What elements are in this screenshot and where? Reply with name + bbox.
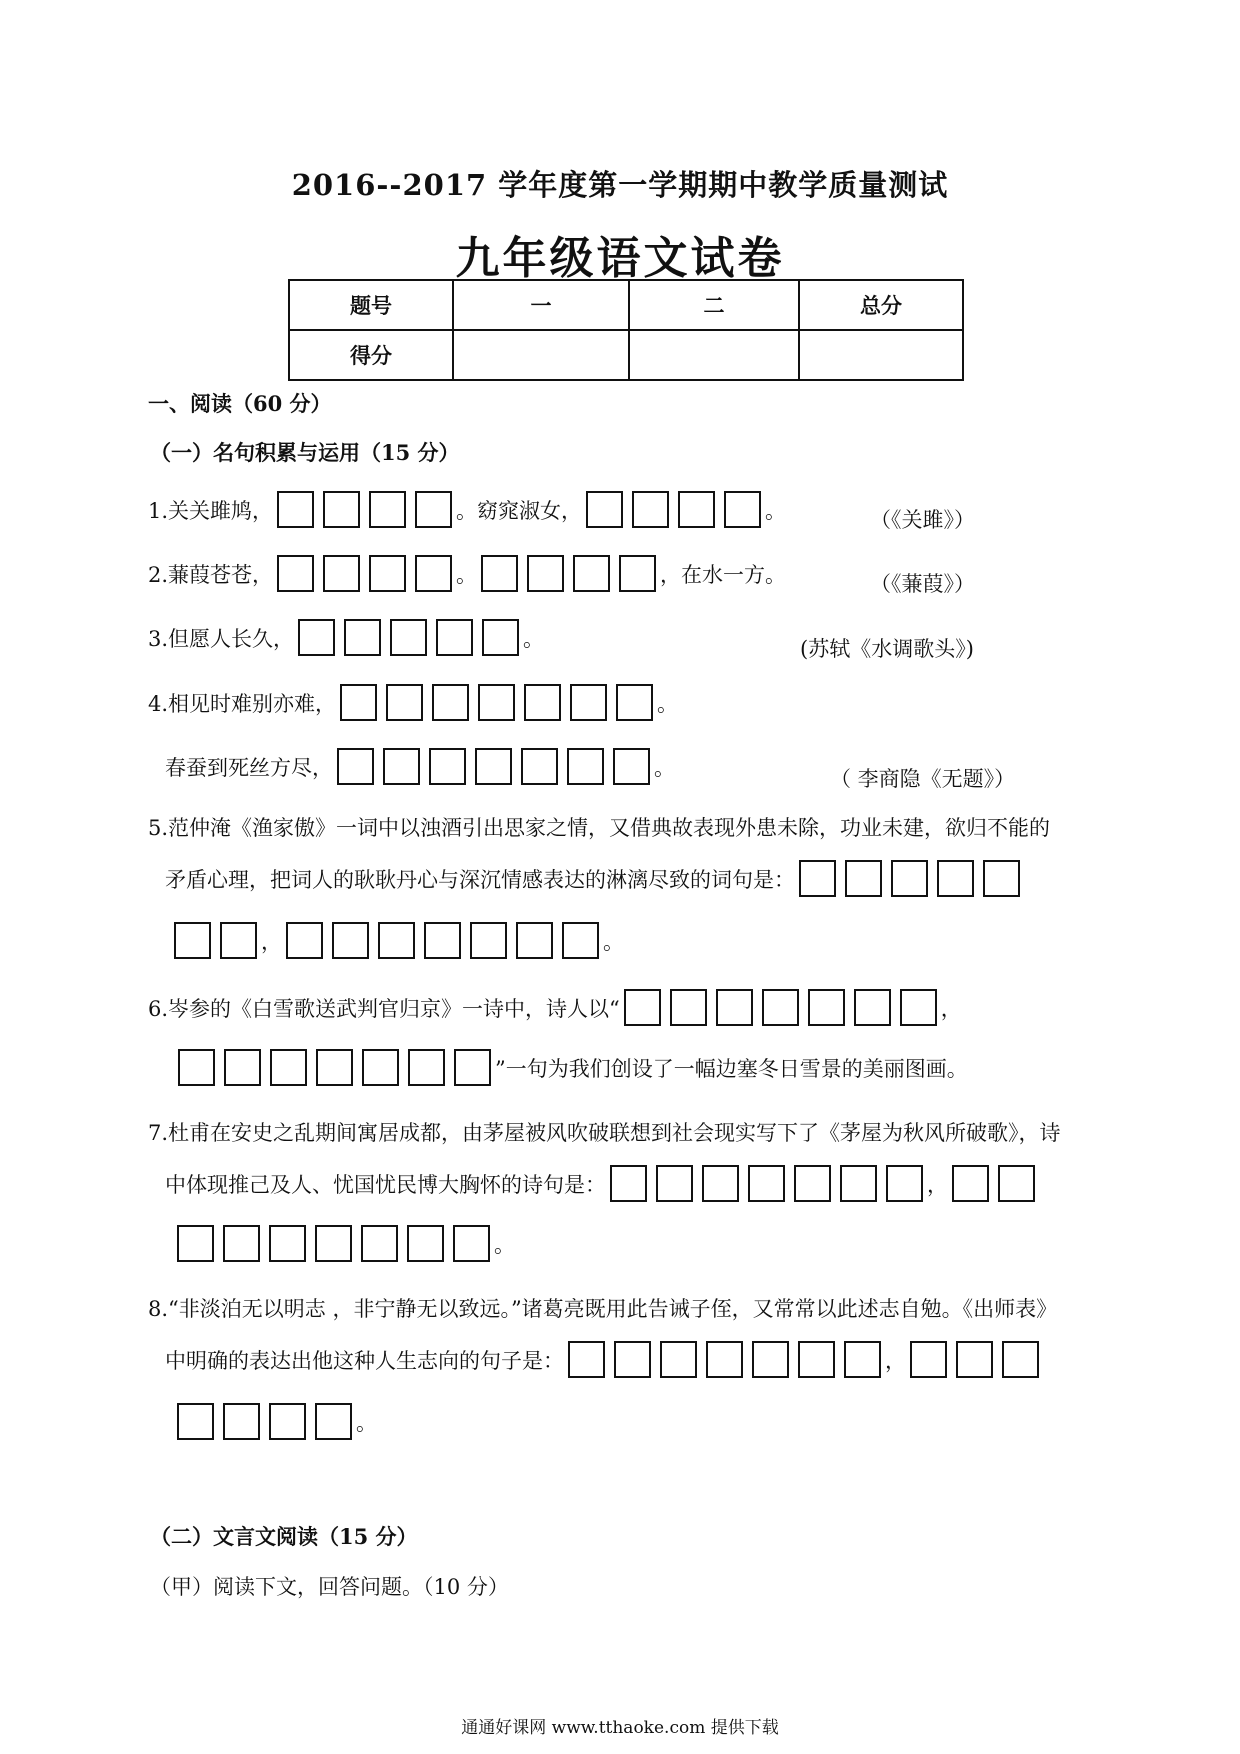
score-cell[interactable] (799, 330, 963, 380)
question-text: 。 (765, 498, 787, 523)
answer-box[interactable] (269, 1403, 306, 1440)
answer-box[interactable] (223, 1225, 260, 1262)
answer-box[interactable] (340, 684, 377, 721)
answer-box[interactable] (613, 748, 650, 785)
answer-box[interactable] (344, 619, 381, 656)
answer-box[interactable] (323, 555, 360, 592)
answer-box[interactable] (337, 748, 374, 785)
source-citation: （ 李商隐《无题》） (830, 767, 1016, 791)
answer-box[interactable] (706, 1341, 743, 1378)
answer-box[interactable] (415, 491, 452, 528)
part-heading: （二）文言文阅读（15 分） (150, 1524, 418, 1549)
answer-box[interactable] (453, 1225, 490, 1262)
section-heading: 一、阅读（60 分） (148, 391, 332, 416)
answer-box[interactable] (386, 684, 423, 721)
question-text: ”一句为我们创设了一幅边塞冬日雪景的美丽图画。 (495, 1056, 968, 1081)
question-text: 6.岑参的《白雪歌送武判官归京》一诗中，诗人以“ (148, 996, 620, 1021)
score-cell[interactable] (629, 330, 799, 380)
answer-box[interactable] (323, 491, 360, 528)
question-8-line-2 (165, 1341, 1043, 1378)
answer-box[interactable] (369, 555, 406, 592)
answer-box[interactable] (724, 491, 761, 528)
source-citation: （《蒹葭》） (870, 572, 975, 596)
question-4-line-1 (148, 684, 678, 721)
question-7-line-2 (165, 1165, 1039, 1202)
answer-box[interactable] (220, 922, 257, 959)
answer-box[interactable] (799, 860, 836, 897)
question-text: 。 (523, 626, 545, 651)
answer-box[interactable] (656, 1165, 693, 1202)
question-text: 2.蒹葭苍苍， (148, 562, 274, 587)
answer-box[interactable] (678, 491, 715, 528)
reading-instruction: （甲）阅读下文，回答问题。（10 分） (150, 1575, 509, 1599)
answer-box[interactable] (845, 860, 882, 897)
answer-box[interactable] (223, 1403, 260, 1440)
answer-box[interactable] (270, 1049, 307, 1086)
question-text: ， (940, 996, 962, 1021)
answer-box[interactable] (516, 922, 553, 959)
question-5-line-3 (174, 922, 624, 959)
answer-boxes[interactable] (286, 922, 599, 959)
answer-box[interactable] (475, 748, 512, 785)
answer-box[interactable] (383, 748, 420, 785)
question-text: 春蚕到死丝方尽， (165, 755, 333, 780)
table-cell: 题号 (289, 280, 453, 330)
answer-box[interactable] (670, 989, 707, 1026)
answer-box[interactable] (854, 989, 891, 1026)
question-8-text: 8.“非淡泊无以明志 ，非宁静无以致远。”诸葛亮既用此告诫子侄，又常常以此述志自勉。《出师表》 (148, 1297, 1058, 1321)
answer-box[interactable] (1002, 1341, 1039, 1378)
answer-box[interactable] (900, 989, 937, 1026)
question-2 (148, 555, 786, 592)
answer-box[interactable] (567, 748, 604, 785)
source-citation: (苏轼《水调歌头》) (800, 637, 974, 661)
answer-boxes[interactable] (799, 860, 1020, 897)
answer-box[interactable] (840, 1165, 877, 1202)
answer-box[interactable] (378, 922, 415, 959)
answer-box[interactable] (316, 1049, 353, 1086)
question-text: 中体现推己及人、忧国忧民博大胸怀的诗句是： (165, 1172, 606, 1197)
answer-box[interactable] (369, 491, 406, 528)
answer-box[interactable] (454, 1049, 491, 1086)
question-text: 。 (494, 1232, 515, 1257)
question-7-line-3 (177, 1225, 515, 1262)
answer-box[interactable] (983, 860, 1020, 897)
answer-box[interactable] (415, 555, 452, 592)
answer-box[interactable] (315, 1225, 352, 1262)
answer-box[interactable] (568, 1341, 605, 1378)
question-6-line-1 (148, 989, 962, 1026)
answer-boxes[interactable] (177, 1403, 352, 1440)
question-text: 。 (603, 929, 624, 954)
answer-box[interactable] (660, 1341, 697, 1378)
answer-box[interactable] (177, 1225, 214, 1262)
question-7-text: 7.杜甫在安史之乱期间寓居成都，由茅屋被风吹破联想到社会现实写下了《茅屋为秋风所破歌》，诗 (148, 1121, 1061, 1145)
source-citation: （《关雎》） (870, 508, 975, 532)
part-heading: （一）名句积累与运用（15 分） (150, 440, 460, 465)
answer-box[interactable] (362, 1049, 399, 1086)
answer-box[interactable] (332, 922, 369, 959)
answer-box[interactable] (432, 684, 469, 721)
question-4-line-2 (165, 748, 675, 785)
answer-boxes[interactable] (277, 555, 452, 592)
answer-box[interactable] (407, 1225, 444, 1262)
question-text: 。 (456, 562, 478, 587)
answer-box[interactable] (619, 555, 656, 592)
answer-box[interactable] (524, 684, 561, 721)
answer-box[interactable] (177, 1403, 214, 1440)
answer-box[interactable] (891, 860, 928, 897)
answer-box[interactable] (702, 1165, 739, 1202)
answer-box[interactable] (748, 1165, 785, 1202)
answer-box[interactable] (174, 922, 211, 959)
answer-box[interactable] (844, 1341, 881, 1378)
answer-box[interactable] (408, 1049, 445, 1086)
question-text: 中明确的表达出他这种人生志向的句子是： (165, 1348, 564, 1373)
answer-box[interactable] (286, 922, 323, 959)
question-5-line-2 (165, 860, 1024, 897)
question-6-line-2 (178, 1049, 968, 1086)
question-8-line-3 (177, 1403, 377, 1440)
exam-subtitle: 九年级语文试卷 (455, 233, 785, 284)
answer-box[interactable] (481, 555, 518, 592)
answer-box[interactable] (632, 491, 669, 528)
answer-box[interactable] (277, 491, 314, 528)
question-text: ， (885, 1348, 906, 1373)
question-text: 1.关关雎鸠， (148, 498, 274, 523)
answer-box[interactable] (478, 684, 515, 721)
answer-box[interactable] (429, 748, 466, 785)
answer-box[interactable] (886, 1165, 923, 1202)
question-1 (148, 491, 786, 528)
answer-box[interactable] (424, 922, 461, 959)
answer-box[interactable] (798, 1341, 835, 1378)
answer-box[interactable] (762, 989, 799, 1026)
answer-box[interactable] (436, 619, 473, 656)
table-cell: 一 (453, 280, 629, 330)
answer-box[interactable] (315, 1403, 352, 1440)
answer-boxes[interactable] (586, 491, 761, 528)
answer-boxes[interactable] (568, 1341, 881, 1378)
question-text: 3.但愿人长久， (148, 626, 295, 651)
question-text: 。 (657, 691, 679, 716)
footer-text: 通通好课网 www.tthaoke.com 提供下载 (461, 1718, 779, 1738)
answer-box[interactable] (610, 1165, 647, 1202)
answer-box[interactable] (998, 1165, 1035, 1202)
answer-box[interactable] (178, 1049, 215, 1086)
answer-box[interactable] (527, 555, 564, 592)
question-text: 。 (654, 755, 675, 780)
answer-box[interactable] (470, 922, 507, 959)
answer-boxes[interactable] (624, 989, 937, 1026)
answer-boxes[interactable] (952, 1165, 1035, 1202)
answer-box[interactable] (521, 748, 558, 785)
answer-box[interactable] (614, 1341, 651, 1378)
score-table (288, 279, 964, 381)
answer-box[interactable] (808, 989, 845, 1026)
answer-boxes[interactable] (298, 619, 519, 656)
score-cell[interactable] (453, 330, 629, 380)
question-text: 。 (356, 1410, 377, 1435)
answer-box[interactable] (956, 1341, 993, 1378)
answer-box[interactable] (390, 619, 427, 656)
answer-boxes[interactable] (340, 684, 653, 721)
answer-box[interactable] (624, 989, 661, 1026)
answer-box[interactable] (570, 684, 607, 721)
answer-box[interactable] (573, 555, 610, 592)
answer-box[interactable] (277, 555, 314, 592)
answer-boxes[interactable] (610, 1165, 923, 1202)
answer-box[interactable] (937, 860, 974, 897)
question-text: ， (927, 1172, 948, 1197)
answer-boxes[interactable] (910, 1341, 1039, 1378)
answer-box[interactable] (482, 619, 519, 656)
answer-box[interactable] (952, 1165, 989, 1202)
answer-boxes[interactable] (481, 555, 656, 592)
question-text: ， (261, 929, 282, 954)
question-text: 4.相见时难别亦难， (148, 691, 337, 716)
answer-box[interactable] (586, 491, 623, 528)
answer-box[interactable] (224, 1049, 261, 1086)
question-text: ，在水一方。 (660, 562, 787, 587)
question-5-text: 5.范仲淹《渔家傲》一词中以浊酒引出思家之情，又借典故表现外患未除，功业未建，欲归不能的 (148, 816, 1051, 840)
answer-box[interactable] (794, 1165, 831, 1202)
answer-boxes[interactable] (337, 748, 650, 785)
answer-box[interactable] (562, 922, 599, 959)
table-cell: 得分 (289, 330, 453, 380)
answer-boxes[interactable] (177, 1225, 490, 1262)
question-text: 。窈窕淑女， (456, 498, 583, 523)
exam-title: 2016--2017 学年度第一学期期中教学质量测试 (291, 168, 949, 202)
table-cell: 二 (629, 280, 799, 330)
answer-box[interactable] (269, 1225, 306, 1262)
answer-box[interactable] (298, 619, 335, 656)
answer-box[interactable] (616, 684, 653, 721)
answer-boxes[interactable] (277, 491, 452, 528)
table-cell: 总分 (799, 280, 963, 330)
answer-box[interactable] (361, 1225, 398, 1262)
answer-boxes[interactable] (178, 1049, 491, 1086)
question-text: 矛盾心理，把词人的耿耿丹心与深沉情感表达的淋漓尽致的词句是： (165, 867, 795, 892)
answer-box[interactable] (716, 989, 753, 1026)
answer-box[interactable] (752, 1341, 789, 1378)
question-3 (148, 619, 544, 656)
answer-boxes[interactable] (174, 922, 257, 959)
answer-box[interactable] (910, 1341, 947, 1378)
